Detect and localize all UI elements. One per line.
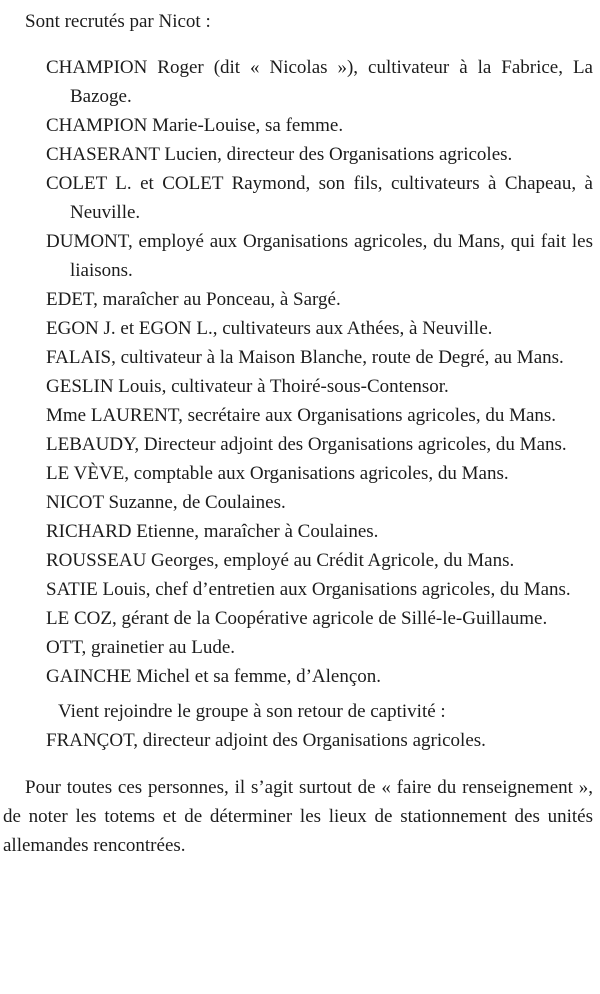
recruit-item: RICHARD Etienne, maraîcher à Coulaines. [46, 521, 379, 542]
recruit-item: LE COZ, gérant de la Coopérative agricole de Sillé-le-Guillaume. [46, 608, 548, 629]
recruit-item: COLET L. et COLET Raymond, son fils, cultivateurs à Chapeau, à Neuville. [46, 173, 593, 223]
recruit-list [3, 53, 593, 691]
joiner-intro-line: Vient rejoindre le groupe à son retour de captivité : [58, 701, 446, 722]
closing-paragraph: Pour toutes ces personnes, il s’agit surtout de « faire du renseignement », de noter les totems et de déterminer les lieux de stationnement des unités allemandes rencontrées. [3, 777, 593, 856]
recruit-item: GESLIN Louis, cultivateur à Thoiré-sous-Contensor. [46, 376, 449, 397]
recruit-item: SATIE Louis, chef d’entretien aux Organisations agricoles, du Mans. [46, 579, 571, 600]
recruit-item: NICOT Suzanne, de Coulaines. [46, 492, 286, 513]
recruit-item: LEBAUDY, Directeur adjoint des Organisations agricoles, du Mans. [46, 434, 567, 455]
recruit-item: FALAIS, cultivateur à la Maison Blanche, route de Degré, au Mans. [46, 347, 564, 368]
recruit-item: CHAMPION Roger (dit « Nicolas »), cultivateur à la Fabrice, La Bazoge. [46, 57, 593, 107]
joiner-item: FRANÇOT, directeur adjoint des Organisations agricoles. [46, 730, 486, 751]
recruit-item: Mme LAURENT, secrétaire aux Organisations agricoles, du Mans. [46, 405, 557, 426]
recruit-item: ROUSSEAU Georges, employé au Crédit Agricole, du Mans. [46, 550, 515, 571]
recruit-item: CHAMPION Marie-Louise, sa femme. [46, 115, 344, 136]
recruit-item: CHASERANT Lucien, directeur des Organisations agricoles. [46, 144, 513, 165]
recruit-item: EDET, maraîcher au Ponceau, à Sargé. [46, 289, 341, 310]
recruit-item: DUMONT, employé aux Organisations agricoles, du Mans, qui fait les liaisons. [46, 231, 593, 281]
intro-line: Sont recrutés par Nicot : [25, 11, 211, 32]
recruit-item: OTT, grainetier au Lude. [46, 637, 236, 658]
recruit-item: LE VÈVE, comptable aux Organisations agricoles, du Mans. [46, 463, 509, 484]
recruit-item: EGON J. et EGON L., cultivateurs aux Athées, à Neuville. [46, 318, 493, 339]
recruit-item: GAINCHE Michel et sa femme, d’Alençon. [46, 666, 382, 687]
